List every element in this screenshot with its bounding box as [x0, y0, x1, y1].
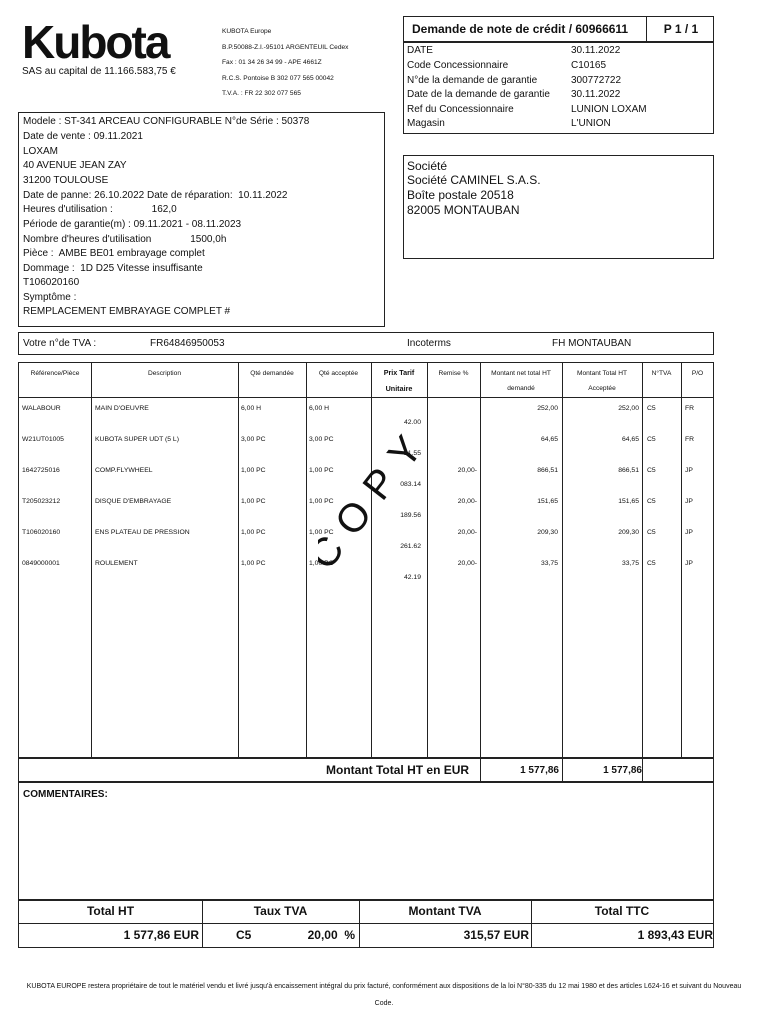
cell-mnt-acc: 209,30 [618, 529, 639, 536]
total-acceptee: 1 577,86 [603, 765, 642, 776]
cell-prix: 083.14 [400, 481, 421, 488]
copy-text: COPY [318, 432, 440, 578]
vehicle-line: Période de garantie(m) : 09.11.2021 - 08.11.2023 [23, 219, 242, 230]
cell-ref: T205023212 [22, 498, 61, 505]
tva-box [18, 332, 714, 355]
info-value: 30.11.2022 [571, 45, 621, 56]
societe-box [403, 155, 714, 259]
cell-po: JP [685, 467, 693, 474]
cell-ref: T106020160 [22, 529, 61, 536]
capital-text: SAS au capital de 11.166.583,75 € [22, 66, 176, 77]
summary-taux: 20,00 % [307, 928, 355, 942]
summary-divider [19, 923, 713, 924]
cell-tva: C5 [647, 498, 656, 505]
cell-ref: 1642725016 [22, 467, 60, 474]
cell-mnt-dem: 33,75 [540, 560, 558, 567]
cell-po: JP [685, 529, 693, 536]
info-value: C10165 [571, 60, 607, 71]
cell-prix: 21.55 [403, 450, 421, 457]
cell-desc: DISQUE D'EMBRAYAGE [95, 498, 172, 505]
cell-mnt-dem: 64,65 [540, 436, 558, 443]
vehicle-line: 40 AVENUE JEAN ZAY [23, 160, 127, 171]
cell-qte-dem: 1,00 PC [241, 529, 266, 536]
cell-remise: 20,00- [457, 529, 477, 536]
col-divider [306, 363, 307, 757]
summary-header-taux: Taux TVA [253, 904, 308, 918]
cell-qte-acc: 3,00 PC [309, 436, 334, 443]
info-value: L'UNION [571, 118, 611, 129]
header-desc: Description [148, 370, 181, 377]
col-divider [238, 363, 239, 757]
cell-tva: C5 [647, 405, 656, 412]
cell-tva: C5 [647, 529, 656, 536]
cell-mnt-acc: 866,51 [618, 467, 639, 474]
cell-qte-dem: 1,00 PC [241, 498, 266, 505]
summary-header-montant: Montant TVA [408, 904, 482, 918]
header-mnt-dem-1: Montant net total HT [491, 370, 551, 377]
cell-po: FR [685, 436, 695, 443]
total-ht-label: Montant Total HT en EUR [326, 763, 470, 777]
cell-tva: C5 [647, 560, 656, 567]
cell-qte-acc: 1,00 PC [309, 467, 334, 474]
tva-value: FR64846950053 [150, 338, 225, 349]
copy-watermark [318, 432, 478, 582]
cell-mnt-dem: 866,51 [537, 467, 558, 474]
header-po: P/O [691, 370, 704, 377]
company-line: Fax : 01 34 26 34 99 - APE 4661Z [222, 59, 322, 66]
comments-label: COMMENTAIRES: [23, 789, 108, 800]
cell-ref: 0849000001 [22, 560, 60, 567]
cell-qte-dem: 1,00 PC [241, 467, 266, 474]
cell-prix: 42.00 [403, 419, 421, 426]
header-ref: Référence/Pièce [30, 370, 80, 377]
total-demande: 1 577,86 [520, 765, 559, 776]
comments-box [18, 782, 714, 900]
vehicle-line: Date de vente : 09.11.2021 [23, 131, 143, 142]
col-divider [642, 363, 643, 757]
summary-header-ttc: Total TTC [594, 904, 650, 918]
vehicle-line: REMPLACEMENT EMBRAYAGE COMPLET # [23, 306, 231, 317]
total-ht-row [18, 758, 714, 782]
summary-header-total-ht: Total HT [86, 904, 135, 918]
vehicle-line: LOXAM [23, 146, 59, 157]
societe-line: Société [407, 159, 448, 173]
company-line: B.P.50088-Z.I.-95101 ARGENTEUIL Cedex [222, 43, 349, 51]
cell-qte-acc: 1,00 PC [309, 529, 334, 536]
info-label: Magasin [407, 118, 445, 129]
header-qte-dem: Qté demandée [250, 370, 294, 377]
incoterms-label: Incoterms [407, 338, 451, 349]
footer-legal: KUBOTA EUROPE restera propriétaire de tout le matériel vendu et livré jusqu'à encaissement intégral du prix facturé, conformément aux dispositions de la loi N°80-335 du 12 mai 1980 et des articles L624-16 et suivant du Nouveau Code. [26, 983, 742, 1007]
info-label: Code Concessionnaire [407, 60, 509, 71]
summary-box [18, 900, 714, 948]
vehicle-line: Modele : ST-341 ARCEAU CONFIGURABLE N°de Série : 50378 [23, 116, 310, 127]
cell-mnt-acc: 252,00 [618, 405, 639, 412]
col-divider [681, 363, 682, 757]
info-value: 300772722 [571, 75, 622, 86]
cell-qte-dem: 1,00 PC [241, 560, 266, 567]
vehicle-line: T106020160 [23, 277, 80, 288]
page-number: P 1 / 1 [646, 17, 715, 41]
societe-line: Boîte postale 20518 [407, 188, 514, 202]
vehicle-info-box [18, 112, 385, 327]
cell-mnt-dem: 209,30 [537, 529, 558, 536]
info-label: DATE [407, 45, 433, 56]
cell-qte-acc: 1,00 PC [309, 498, 334, 505]
summary-total-ttc: 1 893,43 EUR [637, 928, 713, 942]
cell-qte-acc: 1,00 PC [309, 560, 334, 567]
summary-total-ht: 1 577,86 EUR [123, 928, 199, 942]
credit-title-box [403, 16, 714, 42]
company-line: R.C.S. Pontoise B 302 077 565 00042 [222, 74, 334, 82]
cell-mnt-acc: 151,65 [618, 498, 639, 505]
header-prix-2: Unitaire [385, 384, 413, 393]
cell-prix: 42.19 [403, 574, 421, 581]
info-label: Date de la demande de garantie [407, 89, 550, 100]
cell-qte-acc: 6,00 H [309, 405, 330, 412]
header-qte-acc: Qté acceptée [318, 370, 359, 377]
vehicle-line: Symptôme : [23, 292, 77, 303]
logo-text: Kubota [22, 22, 169, 64]
cell-tva: C5 [647, 436, 656, 443]
company-line: KUBOTA Europe [222, 28, 272, 35]
kubota-logo [22, 22, 202, 64]
vehicle-line: 31200 TOULOUSE [23, 175, 109, 186]
info-label: N°de la demande de garantie [407, 75, 538, 86]
vehicle-line: Pièce : AMBE BE01 embrayage complet [23, 248, 205, 259]
cell-mnt-acc: 64,65 [621, 436, 639, 443]
info-value: 30.11.2022 [571, 89, 621, 100]
copy-watermark-svg [318, 432, 478, 582]
cell-prix: 261.62 [400, 543, 421, 550]
cell-qte-dem: 6,00 H [241, 405, 262, 412]
cell-prix: 189.56 [400, 512, 421, 519]
cell-desc: MAIN D'OEUVRE [95, 405, 149, 412]
vehicle-line: Heures d'utilisation : 162,0 [23, 204, 177, 215]
vehicle-line: Dommage : 1D D25 Vitesse insuffisante [23, 263, 203, 274]
cell-po: FR [685, 405, 695, 412]
cell-desc: ENS PLATEAU DE PRESSION [95, 529, 190, 536]
header-remise: Remise % [438, 370, 469, 377]
company-line: T.V.A. : FR 22 302 077 565 [222, 90, 301, 97]
cell-ref: W21UT01005 [22, 436, 64, 443]
incoterms-value: FH MONTAUBAN [552, 338, 632, 349]
cell-desc: ROULEMENT [95, 560, 138, 567]
table-header-divider [19, 397, 713, 398]
cell-mnt-dem: 252,00 [537, 405, 558, 412]
cell-remise: 20,00- [457, 467, 477, 474]
header-prix-1: Prix Tarif [383, 368, 415, 377]
cell-po: JP [685, 498, 693, 505]
summary-montant-tva: 315,57 EUR [463, 928, 529, 942]
vehicle-line: Nombre d'heures d'utilisation 1500,0h [23, 234, 227, 245]
tva-label: Votre n°de TVA : [23, 338, 97, 349]
company-address [222, 24, 348, 102]
vehicle-line: Date de panne: 26.10.2022 Date de réparation: 10.11.2022 [23, 190, 288, 201]
summary-tva-code: C5 [236, 928, 252, 942]
cell-remise: 20,00- [457, 498, 477, 505]
info-value: LUNION LOXAM [571, 104, 647, 115]
societe-line: Société CAMINEL S.A.S. [407, 173, 541, 187]
cell-ref: WALABOUR [22, 405, 61, 412]
col-divider [91, 363, 92, 757]
cell-remise: 20,00- [457, 560, 477, 567]
info-label: Ref du Concessionnaire [407, 104, 514, 115]
header-mnt-acc-1: Montant Total HT [576, 370, 628, 377]
cell-po: JP [685, 560, 693, 567]
cell-mnt-acc: 33,75 [621, 560, 639, 567]
cell-mnt-dem: 151,65 [537, 498, 558, 505]
header-mnt-acc-2: Acceptée [588, 385, 616, 392]
cell-qte-dem: 3,00 PC [241, 436, 266, 443]
header-ntva: N°TVA [651, 370, 672, 377]
cell-tva: C5 [647, 467, 656, 474]
cell-desc: COMP.FLYWHEEL [95, 467, 153, 474]
societe-line: 82005 MONTAUBAN [407, 203, 520, 217]
col-divider [642, 759, 643, 781]
credit-title: Demande de note de crédit / 60966611 [412, 22, 629, 36]
credit-info-box [403, 42, 714, 134]
cell-desc: KUBOTA SUPER UDT (5 L) [95, 436, 179, 443]
header-mnt-dem-2: demandé [507, 385, 535, 392]
